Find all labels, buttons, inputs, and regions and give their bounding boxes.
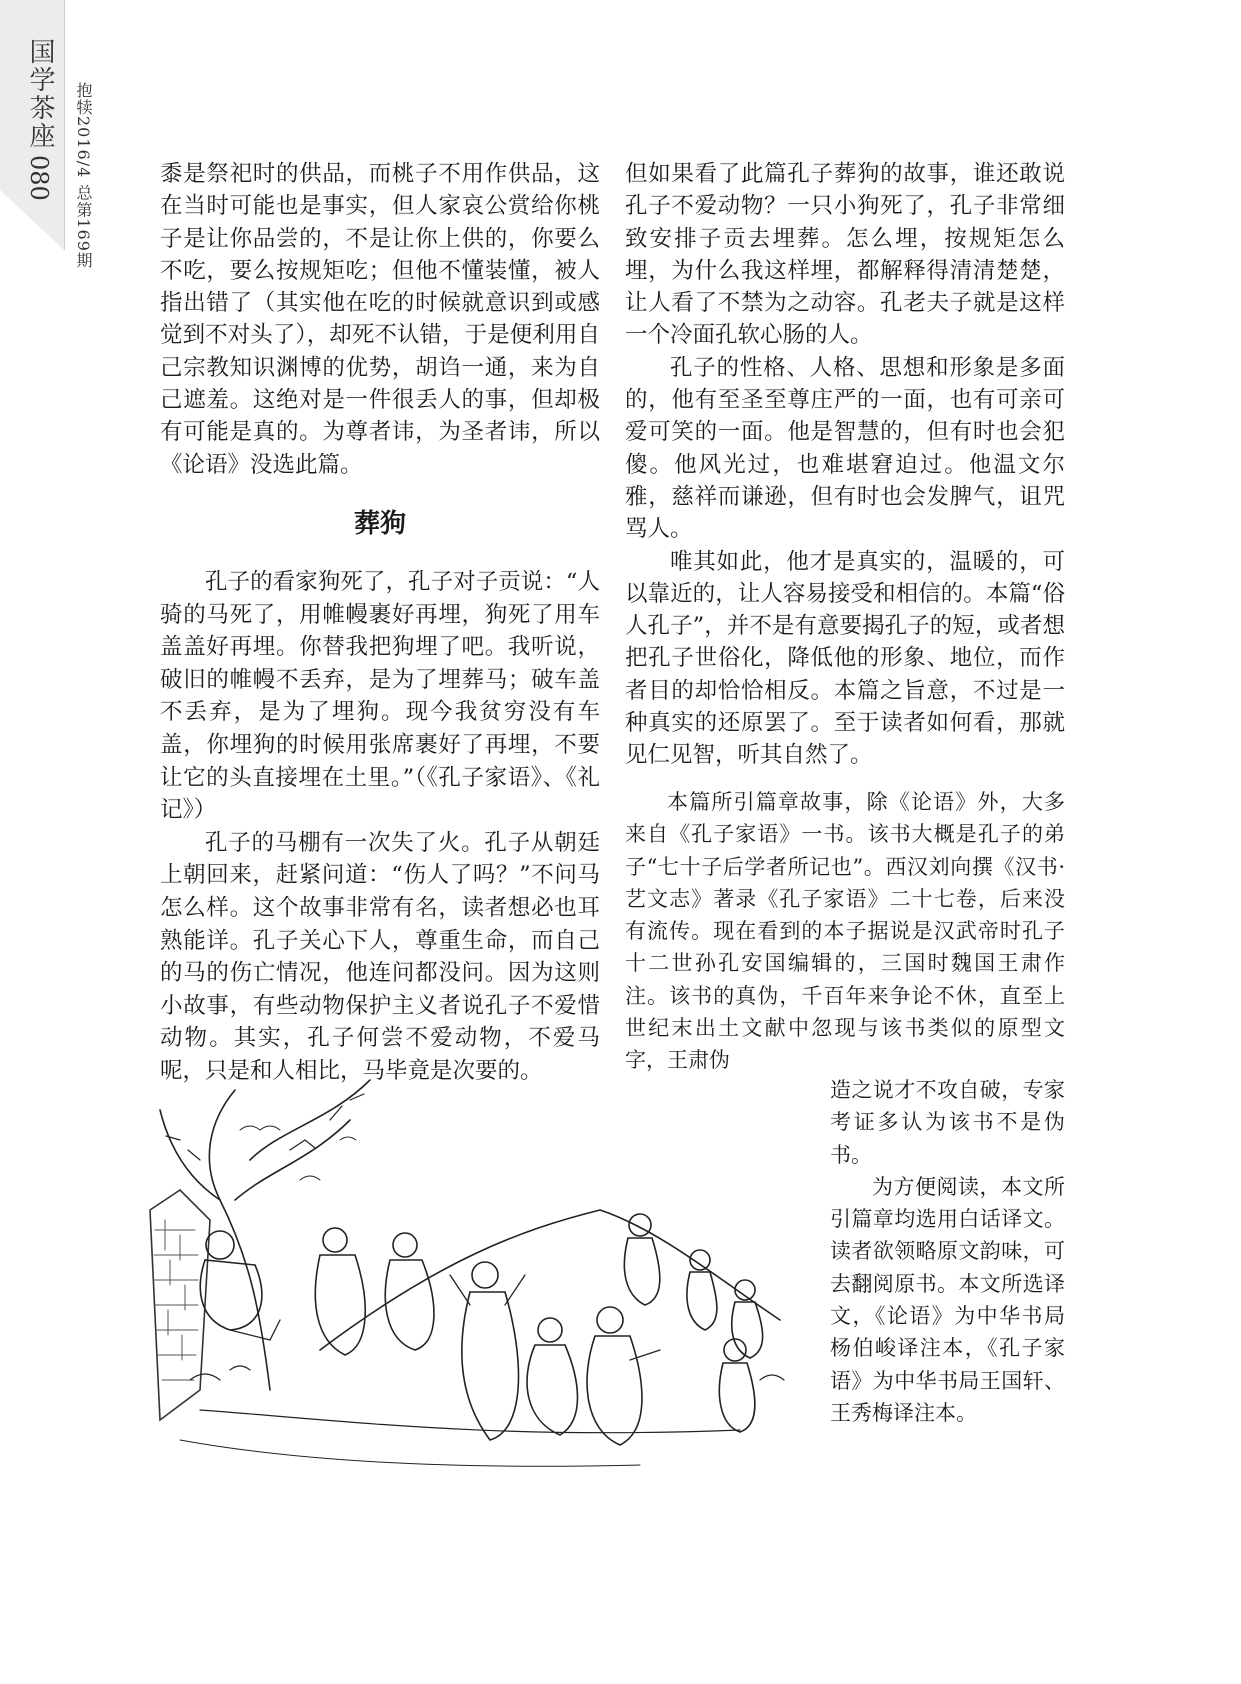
- right-paragraph-0: 但如果看了此篇孔子葬狗的故事，谁还敢说孔子不爱动物？一只小狗死了，孔子非常细致安排子贡去埋葬。怎么埋，按规矩怎么埋，为什么我这样埋，都解释得清清楚楚，让人看了不禁为之动容。孔老夫子就是这样一个冷面孔软心肠的人。: [625, 161, 1065, 349]
- section-title: 葬狗: [353, 509, 406, 539]
- illustration-image: [140, 1060, 820, 1480]
- story-paragraph-1: 孔子的看家狗死了，孔子对子贡说：“人骑的马死了，用帷幔裹好再埋，狗死了用车盖盖好再埋。你替我把狗埋了吧。我听说，破旧的帷幔不丢弃，是为了埋葬马；破车盖不丢弃，是为了埋狗。现今我贫穷没有车盖，你埋狗的时候用张席裹好了再埋，不要让它的头直接埋在土里。”（《孔子家语》、《礼记》）: [160, 569, 600, 824]
- section-name: 国学茶座: [25, 38, 55, 150]
- right-paragraph-1: 孔子的性格、人格、思想和形象是多面的，他有至圣至尊庄严的一面，也有可亲可爱可笑的一面。他是智慧的，但有时也会犯傻。他风光过，也难堪窘迫过。他温文尔雅，慈祥而谦逊，但有时也会发脾气，诅咒骂人。: [625, 354, 1065, 543]
- note-paragraph-1: 本篇所引篇章故事，除《论语》外，大多来自《孔子家语》一书。该书大概是孔子的弟子“七十子后学者所记也”。西汉刘向撰《汉书·艺文志》著录《孔子家语》二十七卷，后来没有流传。现在看到的本子据说是汉武帝时孔子十二世孙孔安国编辑的，三国时魏国王肃作注。该书的真伪，千百年来争论不休，直至上世纪末出土文献中忽现与该书类似的原型文字，王肃伪: [625, 790, 1065, 1073]
- note-paragraph-1-tail: 造之说才不攻自破，专家考证多认为该书不是伪书。: [830, 1078, 1065, 1167]
- right-column: [625, 158, 1065, 772]
- story-paragraph-2: 孔子的马棚有一次失了火。孔子从朝廷上朝回来，赶紧问道：“伤人了吗？”不问马怎么样。这个故事非常有名，读者想必也耳熟能详。孔子关心下人，尊重生命，而自己的马的伤亡情况，他连问都没问。因为这则小故事，有些动物保护主义者说孔子不爱惜动物。其实，孔子何尝不爱动物，不爱马呢，只是和人相比，马毕竟是次要的。: [160, 829, 600, 1084]
- left-column-intro: [160, 158, 600, 481]
- source-note-tail: [830, 1074, 1065, 1429]
- note-paragraph-2: 为方便阅读，本文所引篇章均选用白话译文。读者欲领略原文韵味，可去翻阅原书。本文所选译文，《论语》为中华书局杨伯峻译注本，《孔子家语》为中华书局王国轩、王秀梅译注本。: [830, 1174, 1065, 1425]
- right-paragraph-2: 唯其如此，他才是真实的，温暖的，可以靠近的，让人容易接受和相信的。本篇“俗人孔子”，并不是有意要揭孔子的短，或者想把孔子世俗化，降低他的形象、地位，而作者目的却恰恰相反。本篇之旨意，不过是一种真实的还原罢了。至于读者如何看，那就见仁见智，听其自然了。: [625, 548, 1065, 769]
- left-column-story: [160, 566, 600, 1088]
- issue-info: 抱犊2016/4 总第169期: [74, 82, 93, 269]
- source-note: [625, 786, 1065, 1077]
- intro-paragraph: 黍是祭祀时的供品，而桃子不用作供品，这在当时可能也是事实，但人家哀公赏给你桃子是让你品尝的，不是让你上供的，你要么不吃，要么按规矩吃；但他不懂装懂，被人指出错了（其实他在吃的时候就意识到或感觉到不对头了），却死不认错，于是便利用自己宗教知识渊博的优势，胡诌一通，来为自己遮羞。这绝对是一件很丢人的事，但却极有可能是真的。为尊者讳，为圣者讳，所以《论语》没选此篇。: [160, 161, 600, 478]
- page-number: 080: [25, 155, 53, 201]
